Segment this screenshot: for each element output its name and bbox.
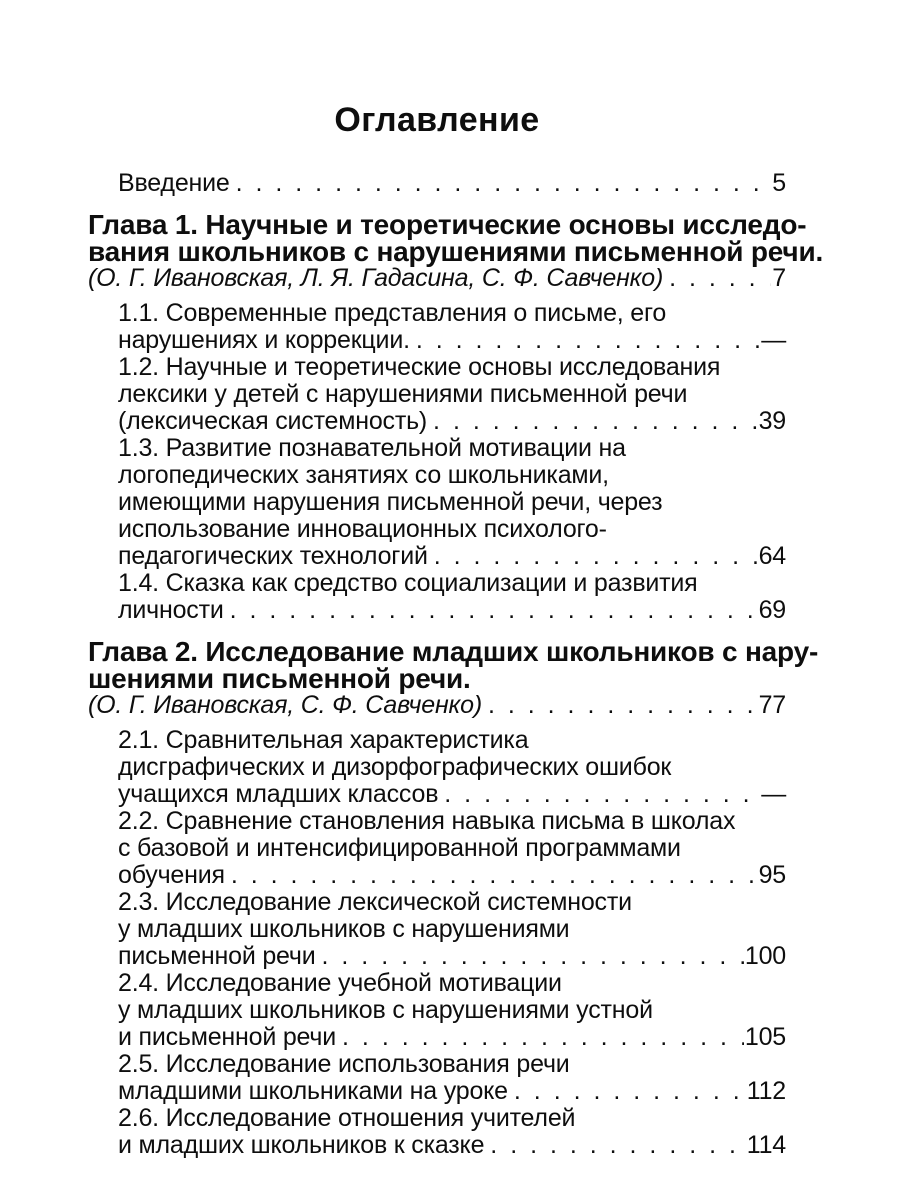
- dot-leader: [490, 1132, 745, 1159]
- dot-leader: [342, 1024, 744, 1051]
- dot-leader: [488, 692, 758, 719]
- toc-entry: [88, 727, 786, 808]
- page-number: 95: [758, 861, 786, 889]
- page-number: 112: [746, 1077, 786, 1105]
- toc-line-text: шениями письменной речи.: [88, 663, 471, 694]
- toc-entry: [88, 300, 786, 354]
- toc-entry-text: Введение: [118, 169, 230, 197]
- page-title: Оглавление: [334, 101, 540, 139]
- toc-line-text: дисграфических и дизорфографических ошибок: [118, 753, 672, 781]
- toc-line-text: 2.3. Исследование лексической системности: [118, 888, 632, 916]
- toc-line-text: с базовой и интенсифицированной программами: [118, 834, 681, 862]
- dot-leader: [669, 265, 771, 292]
- toc-entry: [88, 170, 786, 197]
- toc-entry-text: младшими школьниками на уроке: [118, 1077, 508, 1105]
- toc-entry-last-line: [88, 862, 786, 889]
- toc-entry-last-line: [88, 265, 786, 292]
- toc-line-text: 1.2. Научные и теоретические основы исследования: [118, 353, 721, 381]
- toc-entry: [88, 570, 786, 624]
- page-number: —: [761, 780, 786, 808]
- toc-entry-text: (О. Г. Ивановская, Л. Я. Гадасина, С. Ф. Савченко): [88, 264, 664, 292]
- toc-entry-text: личности: [118, 596, 224, 624]
- toc-entry: [88, 354, 786, 435]
- toc-line-text: у младших школьников с нарушениями: [118, 915, 570, 943]
- toc-entry-text: учащихся младших классов: [118, 780, 439, 808]
- page-number: —: [761, 326, 786, 354]
- toc-entry-text: обучения: [118, 861, 225, 889]
- toc-line-text: Глава 2. Исследование младших школьников с нару-: [88, 636, 819, 667]
- toc-line-text: 2.4. Исследование учебной мотивации: [118, 969, 562, 997]
- toc-entry-last-line: [88, 1132, 786, 1159]
- toc-line-text: логопедических занятиях со школьниками,: [118, 461, 609, 489]
- toc-entry-text: и письменной речи: [118, 1023, 337, 1051]
- toc-authors-line: [88, 265, 786, 292]
- toc-line-text: 2.6. Исследование отношения учителей: [118, 1104, 576, 1132]
- toc-line-text: имеющими нарушения письменной речи, через: [118, 488, 663, 516]
- dot-leader: [230, 597, 758, 624]
- toc-entry: [88, 1105, 786, 1159]
- toc-entry-last-line: [88, 692, 786, 719]
- toc-line-text: 2.2. Сравнение становления навыка письма в школах: [118, 807, 736, 835]
- toc-entry-text: нарушениях и коррекции.: [118, 326, 410, 354]
- dot-leader: [416, 327, 760, 354]
- toc-authors-line: [88, 692, 786, 719]
- toc-entry-text: (О. Г. Ивановская, С. Ф. Савченко): [88, 691, 482, 719]
- toc-entry-text: и младших школьников к сказке: [118, 1131, 485, 1159]
- dot-leader: [514, 1078, 746, 1105]
- toc-entry-text: (лексическая системность): [118, 407, 428, 435]
- toc-entry: [88, 435, 786, 570]
- toc-entry-last-line: [88, 543, 786, 570]
- toc-line-text: 1.4. Сказка как средство социализации и развития: [118, 569, 698, 597]
- toc-entry-last-line: [88, 943, 786, 970]
- page-number: 7: [772, 264, 786, 292]
- toc-list: [88, 169, 824, 1159]
- toc-entry-last-line: [88, 327, 786, 354]
- toc-entry: [88, 889, 786, 970]
- page-number: 5: [772, 169, 786, 197]
- dot-leader: [434, 543, 758, 570]
- toc-entry: [88, 1051, 786, 1105]
- toc-line-text: 2.1. Сравнительная характеристика: [118, 726, 529, 754]
- toc-line-text: 2.5. Исследование использования речи: [118, 1050, 570, 1078]
- toc-line-text: 1.3. Развитие познавательной мотивации на: [118, 434, 626, 462]
- toc-entry-text: письменной речи: [118, 942, 316, 970]
- page-number: 64: [758, 542, 786, 570]
- page-number: 105: [744, 1023, 786, 1051]
- dot-leader: [433, 408, 758, 435]
- toc-chapter-heading: [88, 209, 824, 267]
- toc-entry: [88, 808, 786, 889]
- toc-line-text: Глава 1. Научные и теоретические основы исследо-: [88, 209, 807, 240]
- page-number: 114: [746, 1131, 786, 1159]
- table-of-contents: [88, 98, 824, 1159]
- toc-line-text: вания школьников с нарушениями письменной речи.: [88, 236, 824, 267]
- toc-entry-last-line: [88, 408, 786, 435]
- dot-leader: [444, 781, 760, 808]
- toc-chapter-heading: [88, 636, 819, 694]
- toc-entry-last-line: [88, 170, 786, 197]
- page-number: 39: [758, 407, 786, 435]
- page-number: 69: [758, 596, 786, 624]
- toc-line-text: 1.1. Современные представления о письме, его: [118, 299, 667, 327]
- toc-entry: [88, 970, 786, 1051]
- toc-entry-text: педагогических технологий: [118, 542, 428, 570]
- toc-line-text: лексики у детей с нарушениями письменной речи: [118, 380, 688, 408]
- toc-entry-last-line: [88, 781, 786, 808]
- dot-leader: [231, 862, 758, 889]
- page-number: 77: [758, 691, 786, 719]
- page-number: 100: [744, 942, 786, 970]
- toc-line-text: использование инновационных психолого-: [118, 515, 607, 543]
- toc-line-text: у младших школьников с нарушениями устной: [118, 996, 653, 1024]
- dot-leader: [236, 170, 772, 197]
- toc-entry-last-line: [88, 1024, 786, 1051]
- toc-entry-last-line: [88, 597, 786, 624]
- toc-entry-last-line: [88, 1078, 786, 1105]
- dot-leader: [322, 943, 744, 970]
